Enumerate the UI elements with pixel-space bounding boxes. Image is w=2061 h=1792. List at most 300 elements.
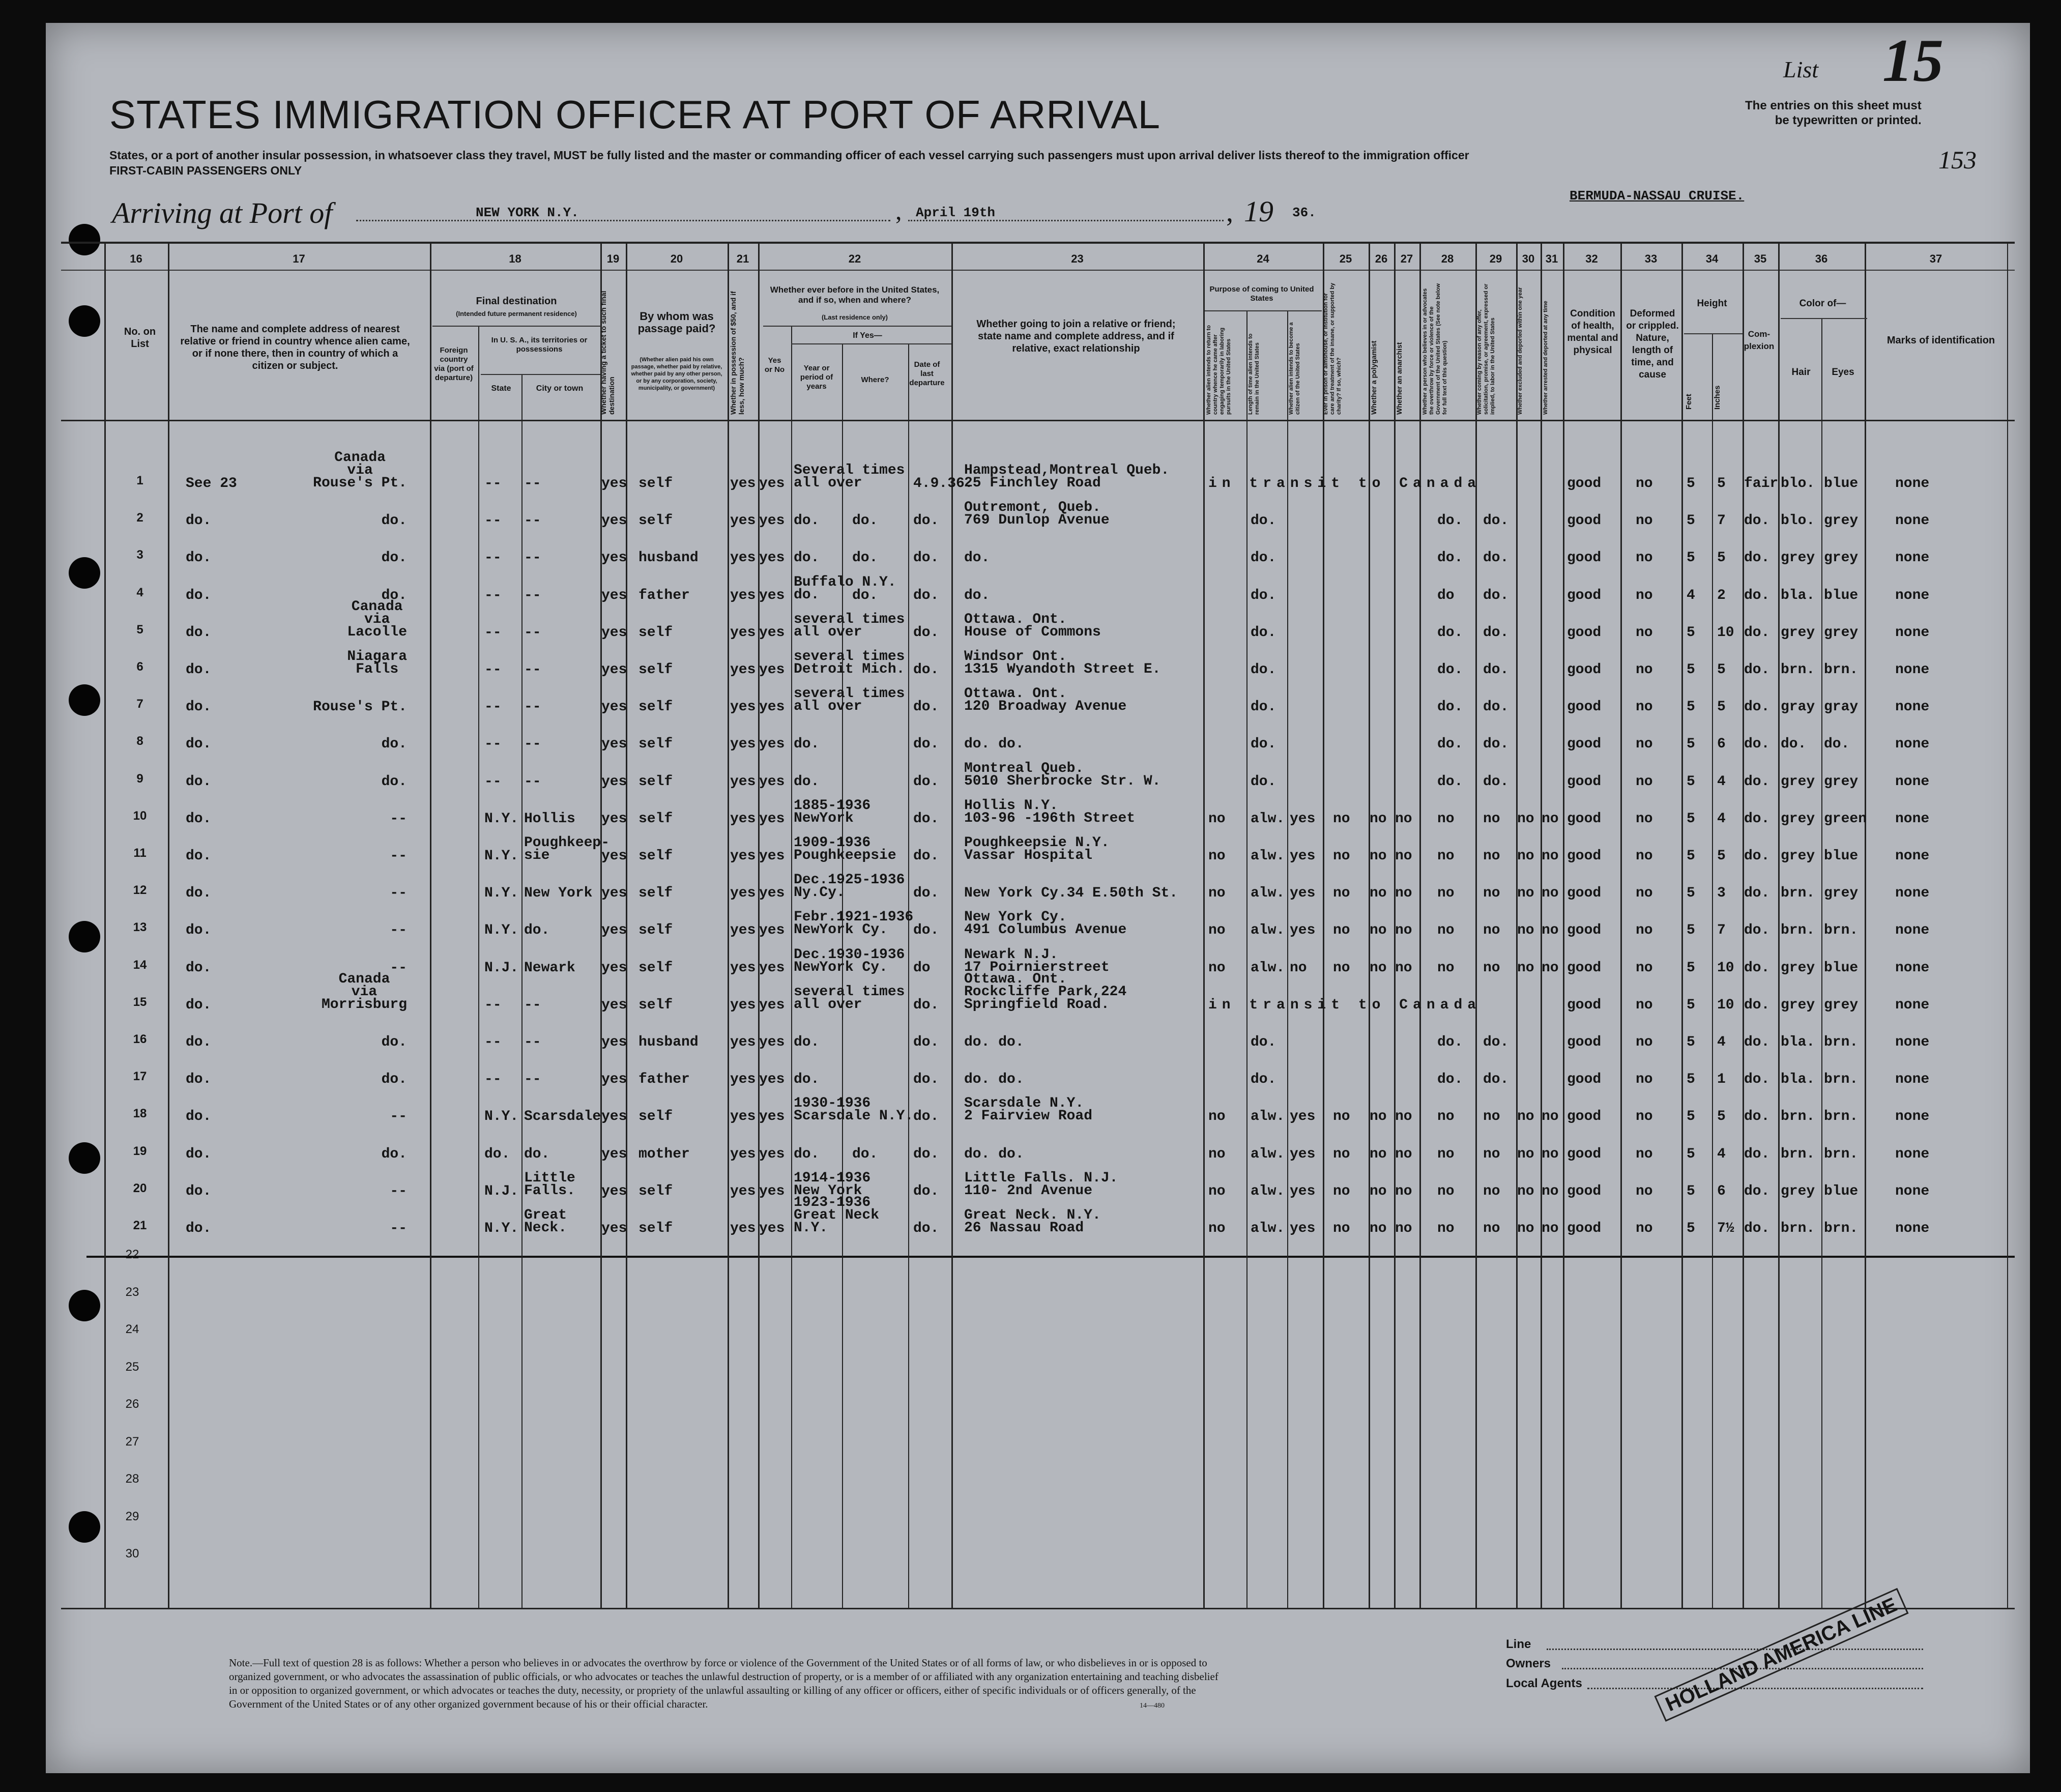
prison-cell: no bbox=[1333, 922, 1350, 939]
col-18-sub: (Intended future permanent residence) bbox=[456, 310, 577, 317]
state-cell: -- bbox=[484, 1034, 502, 1050]
deformed-cell: no bbox=[1636, 513, 1653, 529]
hair-cell: brn. bbox=[1781, 922, 1815, 939]
column-rule bbox=[1865, 242, 1866, 1608]
state-cell: -- bbox=[484, 624, 502, 641]
join-relative-cell: do. do. bbox=[964, 736, 1024, 753]
where-cell: do. bbox=[852, 513, 878, 529]
row-number: 16 bbox=[133, 1032, 147, 1046]
departure-cell: do. bbox=[913, 624, 939, 641]
health-cell: good bbox=[1567, 699, 1602, 715]
col-22-ifyes: If Yes— bbox=[853, 331, 882, 340]
q28-cell: do. bbox=[1437, 550, 1463, 566]
polygamist-cell: no bbox=[1370, 1183, 1387, 1199]
feet-cell: 5 bbox=[1687, 1221, 1695, 1236]
feet-cell: 5 bbox=[1687, 662, 1695, 678]
city-cell: -- bbox=[524, 997, 541, 1013]
empty-row-number: 29 bbox=[125, 1509, 139, 1523]
labor-offer-cell: no bbox=[1483, 1109, 1500, 1125]
state-cell: N.Y. bbox=[484, 848, 519, 864]
anarchist-cell: no bbox=[1395, 848, 1412, 864]
money-cell: yes bbox=[730, 811, 756, 827]
years-cell: do. bbox=[794, 550, 820, 566]
hair-cell: brn. bbox=[1781, 1146, 1815, 1162]
money-cell: yes bbox=[730, 736, 756, 753]
column-rule bbox=[1287, 310, 1288, 1608]
col-22-sub: (Last residence only) bbox=[821, 313, 888, 321]
inches-cell: 5 bbox=[1717, 662, 1726, 678]
eyes-cell: grey bbox=[1824, 513, 1859, 529]
empty-row-number: 25 bbox=[125, 1360, 139, 1374]
via-cell: do. bbox=[381, 736, 407, 753]
hair-cell: gray bbox=[1781, 699, 1815, 715]
city-cell: Newark bbox=[524, 960, 575, 976]
deformed-cell: no bbox=[1636, 922, 1653, 939]
money-cell: yes bbox=[730, 476, 756, 492]
city-cell: -- bbox=[524, 773, 541, 790]
q28-cell: no bbox=[1437, 848, 1455, 864]
column-number: 26 bbox=[1375, 252, 1388, 265]
deformed-cell: no bbox=[1636, 1034, 1653, 1050]
eyes-cell: grey bbox=[1824, 624, 1859, 641]
polygamist-cell: no bbox=[1370, 885, 1387, 902]
health-cell: good bbox=[1567, 587, 1602, 603]
list-label: List bbox=[1783, 56, 1819, 82]
state-cell: -- bbox=[484, 550, 502, 566]
state-cell: -- bbox=[484, 736, 502, 753]
inches-cell: 5 bbox=[1717, 699, 1726, 715]
departure-cell: do. bbox=[913, 885, 939, 902]
column-rule bbox=[1203, 242, 1205, 1608]
deformed-cell: no bbox=[1636, 848, 1653, 864]
via-cell: do. bbox=[381, 1034, 407, 1050]
departure-cell: 4.9.36. bbox=[913, 476, 973, 492]
column-rule bbox=[430, 242, 431, 1608]
ticket-cell: yes bbox=[601, 1072, 627, 1088]
departure-cell: do. bbox=[913, 736, 939, 753]
agents-label-text: Local Agents bbox=[1506, 1677, 1582, 1690]
prison-cell: no bbox=[1333, 1146, 1350, 1162]
where-cell: do. bbox=[852, 1146, 878, 1162]
hair-cell: brn. bbox=[1781, 662, 1815, 678]
deformed-cell: no bbox=[1636, 587, 1653, 603]
purpose-cell: in transit to Canada bbox=[1208, 476, 1482, 492]
via-cell: do. bbox=[381, 1146, 407, 1162]
via-cell: -- bbox=[390, 1183, 407, 1199]
row-number: 4 bbox=[136, 585, 143, 599]
q28-cell: no bbox=[1437, 960, 1455, 976]
row-number: 6 bbox=[136, 660, 143, 674]
years-cell: several times all over bbox=[794, 611, 905, 640]
departure-cell: do. bbox=[913, 773, 939, 790]
complexion-cell: do. bbox=[1744, 1034, 1770, 1050]
eyes-cell: grey bbox=[1824, 550, 1859, 566]
polygamist-cell: no bbox=[1370, 960, 1387, 976]
marks-cell: none bbox=[1895, 811, 1930, 827]
labor-offer-cell: no bbox=[1483, 1221, 1500, 1236]
complexion-cell: fair bbox=[1744, 476, 1779, 492]
relative-cell: do. bbox=[186, 624, 212, 641]
column-number: 32 bbox=[1585, 252, 1598, 265]
row-number: 2 bbox=[136, 511, 143, 525]
marks-cell: none bbox=[1895, 885, 1930, 902]
city-cell: -- bbox=[524, 1072, 541, 1088]
health-cell: good bbox=[1567, 736, 1602, 753]
binder-hole bbox=[69, 224, 100, 255]
relative-cell: do. bbox=[186, 699, 212, 715]
join-relative-cell: Great Neck. N.Y. 26 Nassau Road bbox=[964, 1207, 1101, 1236]
excluded-cell: no bbox=[1517, 1221, 1534, 1236]
hair-cell: blo. bbox=[1781, 476, 1815, 492]
col-22-where: Where? bbox=[861, 375, 889, 384]
col-16-header: No. on List bbox=[124, 326, 156, 350]
purpose-cell: no bbox=[1208, 1183, 1226, 1199]
money-cell: yes bbox=[730, 550, 756, 566]
paid-by-cell: self bbox=[638, 997, 673, 1013]
ever-before-cell: yes bbox=[759, 587, 785, 603]
column-rule bbox=[791, 326, 792, 1608]
relative-cell: do. bbox=[186, 885, 212, 902]
marks-cell: none bbox=[1895, 960, 1930, 976]
column-rule bbox=[842, 343, 843, 1608]
state-cell: -- bbox=[484, 1072, 502, 1088]
col-20-sub: (Whether alien paid his own passage, whether paid by relative, whether paid by any other person, or by any corporation, society, municipality, or government) bbox=[631, 357, 722, 391]
row-number: 3 bbox=[136, 548, 143, 562]
column-number-rule bbox=[61, 270, 2015, 271]
deported-cell: no bbox=[1542, 1183, 1559, 1199]
ever-before-cell: yes bbox=[759, 550, 785, 566]
marks-cell: none bbox=[1895, 699, 1930, 715]
entries-note-line-2: be typewritten or printed. bbox=[1775, 113, 1922, 127]
labor-offer-cell: no bbox=[1483, 960, 1500, 976]
col-24-subrule bbox=[1205, 310, 1322, 311]
ticket-cell: yes bbox=[601, 736, 627, 753]
health-cell: good bbox=[1567, 1221, 1602, 1236]
hair-cell: blo. bbox=[1781, 513, 1815, 529]
stay-length-cell: alw. bbox=[1251, 1146, 1285, 1162]
labor-offer-cell: no bbox=[1483, 1146, 1500, 1162]
join-relative-cell: Hollis N.Y. 103-96 -196th Street bbox=[964, 797, 1136, 826]
health-cell: good bbox=[1567, 1183, 1602, 1199]
money-cell: yes bbox=[730, 1221, 756, 1236]
empty-row-number: 22 bbox=[125, 1248, 139, 1261]
complexion-cell: do. bbox=[1744, 736, 1770, 753]
departure-cell: do. bbox=[913, 1183, 939, 1199]
purpose-cell: no bbox=[1208, 848, 1226, 864]
departure-cell: do. bbox=[913, 587, 939, 603]
column-rule bbox=[2007, 242, 2008, 1608]
citizen-intent-cell: yes bbox=[1290, 1146, 1316, 1162]
polygamist-cell: no bbox=[1370, 1109, 1387, 1125]
join-relative-cell: Newark N.J. 17 Poirnierstreet bbox=[964, 946, 1110, 975]
column-rule bbox=[951, 242, 953, 1608]
ticket-cell: yes bbox=[601, 624, 627, 641]
excluded-cell: no bbox=[1517, 1146, 1534, 1162]
row-number: 5 bbox=[136, 622, 143, 637]
relative-cell: do. bbox=[186, 960, 212, 976]
ever-before-cell: yes bbox=[759, 811, 785, 827]
city-cell: Great Neck. bbox=[524, 1207, 567, 1236]
labor-offer-cell: no bbox=[1483, 922, 1500, 939]
join-relative-cell: Outremont, Queb. 769 Dunlop Avenue bbox=[964, 500, 1110, 529]
feet-cell: 5 bbox=[1687, 1109, 1695, 1125]
hair-cell: brn. bbox=[1781, 1221, 1815, 1236]
marks-cell: none bbox=[1895, 476, 1930, 492]
join-relative-cell: Hampstead,Montreal Queb. 25 Finchley Road bbox=[964, 463, 1170, 491]
stay-length-cell: do. bbox=[1251, 1072, 1276, 1088]
labor-offer-cell: do. bbox=[1483, 1034, 1509, 1050]
column-number: 18 bbox=[509, 252, 521, 265]
departure-cell: do. bbox=[913, 699, 939, 715]
purpose-cell: no bbox=[1208, 922, 1226, 939]
row-number: 12 bbox=[133, 883, 147, 898]
inches-cell: 3 bbox=[1717, 885, 1726, 902]
excluded-cell: no bbox=[1517, 960, 1534, 976]
health-cell: good bbox=[1567, 960, 1602, 976]
row-number: 21 bbox=[133, 1219, 147, 1232]
hair-cell: grey bbox=[1781, 1183, 1815, 1199]
health-cell: good bbox=[1567, 662, 1602, 678]
join-relative-cell: do. do. bbox=[964, 1072, 1024, 1088]
row-number: 9 bbox=[136, 771, 143, 786]
health-cell: good bbox=[1567, 811, 1602, 827]
feet-cell: 4 bbox=[1687, 587, 1695, 603]
port-dotline bbox=[356, 220, 890, 221]
labor-offer-cell: do. bbox=[1483, 736, 1509, 753]
years-cell: do. bbox=[794, 1146, 820, 1162]
stay-length-cell: do. bbox=[1251, 624, 1276, 641]
health-cell: good bbox=[1567, 1034, 1602, 1050]
departure-cell: do. bbox=[913, 811, 939, 827]
eyes-cell: brn. bbox=[1824, 1034, 1859, 1050]
city-cell: -- bbox=[524, 736, 541, 753]
inches-cell: 4 bbox=[1717, 811, 1726, 827]
inches-cell: 7 bbox=[1717, 922, 1726, 939]
question-28-note: Note.—Full text of question 28 is as follows: Whether a person who believes in or advocates the overthrow by force or violence of the Government of the United States or of all forms of law, or who disbelieves in or is opposed to organized government, or who advocates the assassination of public officials, or who advocates or teaches the unlawful destruction of property, or is a member of or affiliated with any organization entertaining and teaching disbelief in or opposition to organized government, or which advocates or teaches the duty, necessity, or propriety of the unlawful assaulting or killing of any officer or officers, either of specific individuals or of officers generally, of the Government of the United States or of any other organized government because of his or their official character. bbox=[229, 1657, 1218, 1710]
state-cell: N.Y. bbox=[484, 1109, 519, 1125]
via-cell: do. bbox=[381, 1072, 407, 1088]
eyes-cell: blue bbox=[1824, 1183, 1859, 1199]
via-cell: -- bbox=[390, 960, 407, 976]
ticket-cell: yes bbox=[601, 997, 627, 1013]
ticket-cell: yes bbox=[601, 885, 627, 902]
labor-offer-cell: no bbox=[1483, 1183, 1500, 1199]
column-number: 35 bbox=[1754, 252, 1767, 265]
state-cell: do. bbox=[484, 1146, 510, 1162]
col-22-yn: Yes or No bbox=[764, 356, 785, 374]
column-rule bbox=[1323, 242, 1324, 1608]
prison-cell: no bbox=[1333, 1221, 1350, 1236]
marks-cell: none bbox=[1895, 587, 1930, 603]
inches-cell: 4 bbox=[1717, 1034, 1726, 1050]
polygamist-cell: no bbox=[1370, 1146, 1387, 1162]
money-cell: yes bbox=[730, 1109, 756, 1125]
eyes-cell: brn. bbox=[1824, 662, 1859, 678]
prison-cell: no bbox=[1333, 811, 1350, 827]
col-34-feet: Feet bbox=[1685, 394, 1693, 410]
col-21-header: Whether in possession of $50, and if less, how much? bbox=[729, 291, 745, 415]
row-number: 13 bbox=[133, 920, 147, 935]
purpose-cell: no bbox=[1208, 811, 1226, 827]
money-cell: yes bbox=[730, 1183, 756, 1199]
feet-cell: 5 bbox=[1687, 997, 1695, 1013]
inches-cell: 6 bbox=[1717, 736, 1726, 753]
stay-length-cell: do. bbox=[1251, 550, 1276, 566]
column-rule bbox=[1712, 333, 1713, 1608]
eyes-cell: blue bbox=[1824, 960, 1859, 976]
binder-hole bbox=[69, 557, 100, 589]
column-number: 30 bbox=[1522, 252, 1535, 265]
deformed-cell: no bbox=[1636, 773, 1653, 790]
stay-length-cell: do. bbox=[1251, 513, 1276, 529]
entries-note-line-1: The entries on this sheet must bbox=[1745, 99, 1922, 112]
deported-cell: no bbox=[1542, 811, 1559, 827]
complexion-cell: do. bbox=[1744, 773, 1770, 790]
excluded-cell: no bbox=[1517, 811, 1534, 827]
inches-cell: 7½ bbox=[1717, 1221, 1734, 1236]
join-relative-cell: Windsor Ont. 1315 Wyandoth Street E. bbox=[964, 649, 1161, 677]
years-cell: 1909-1936 Poughkeepsie bbox=[794, 835, 896, 863]
column-rule bbox=[728, 242, 729, 1608]
complexion-cell: do. bbox=[1744, 550, 1770, 566]
labor-offer-cell: do. bbox=[1483, 587, 1509, 603]
agents-label bbox=[1506, 1677, 1582, 1691]
departure-cell: do. bbox=[913, 662, 939, 678]
relative-cell: do. bbox=[186, 811, 212, 827]
purpose-cell: no bbox=[1208, 885, 1226, 902]
paid-by-cell: self bbox=[638, 699, 673, 715]
col-18-city: City or town bbox=[536, 384, 584, 393]
col-24-header: Purpose of coming to United States bbox=[1209, 285, 1314, 303]
agents-dotline bbox=[1587, 1688, 1923, 1689]
ever-before-cell: yes bbox=[759, 662, 785, 678]
years-cell: do. bbox=[794, 773, 820, 790]
relative-cell: do. bbox=[186, 513, 212, 529]
marks-cell: none bbox=[1895, 1146, 1930, 1162]
column-rule bbox=[1419, 242, 1421, 1608]
comma: , bbox=[1226, 196, 1233, 228]
deformed-cell: no bbox=[1636, 997, 1653, 1013]
anarchist-cell: no bbox=[1395, 922, 1412, 939]
money-cell: yes bbox=[730, 1072, 756, 1088]
health-cell: good bbox=[1567, 513, 1602, 529]
complexion-cell: do. bbox=[1744, 997, 1770, 1013]
line-label bbox=[1506, 1637, 1531, 1652]
row-number: 11 bbox=[133, 846, 147, 860]
table-top-rule bbox=[61, 242, 2015, 244]
paid-by-cell: husband bbox=[638, 1034, 699, 1050]
column-rule bbox=[1620, 242, 1622, 1608]
via-cell: Canada via Morrisburg bbox=[321, 971, 407, 1013]
column-number: 27 bbox=[1400, 252, 1413, 265]
empty-row-number: 27 bbox=[125, 1434, 139, 1449]
join-relative-cell: Scarsdale N.Y. 2 Fairview Road bbox=[964, 1095, 1093, 1124]
stay-length-cell: do. bbox=[1251, 736, 1276, 753]
city-cell: -- bbox=[524, 699, 541, 715]
feet-cell: 5 bbox=[1687, 736, 1695, 753]
hair-cell: bla. bbox=[1781, 1072, 1815, 1088]
complexion-cell: do. bbox=[1744, 662, 1770, 678]
column-number: 28 bbox=[1441, 252, 1454, 265]
where-cell: do. bbox=[852, 587, 878, 603]
row-number: 8 bbox=[136, 734, 143, 748]
line-dotline bbox=[1547, 1649, 1923, 1650]
health-cell: good bbox=[1567, 773, 1602, 790]
col-36-hair: Hair bbox=[1791, 367, 1811, 378]
col-22-ifyes-subrule bbox=[791, 343, 951, 344]
labor-offer-cell: no bbox=[1483, 885, 1500, 902]
col-18-usa: In U. S. A., its territories or possessions bbox=[491, 336, 588, 354]
feet-cell: 5 bbox=[1687, 960, 1695, 976]
money-cell: yes bbox=[730, 960, 756, 976]
feet-cell: 5 bbox=[1687, 699, 1695, 715]
health-cell: good bbox=[1567, 885, 1602, 902]
via-cell: -- bbox=[390, 848, 407, 864]
paid-by-cell: mother bbox=[638, 1146, 690, 1162]
paid-by-cell: self bbox=[638, 1221, 673, 1236]
ever-before-cell: yes bbox=[759, 513, 785, 529]
col-34-header: Height bbox=[1697, 298, 1727, 309]
years-cell: 1914-1936 New York bbox=[794, 1170, 871, 1199]
deformed-cell: no bbox=[1636, 960, 1653, 976]
column-rule bbox=[104, 242, 106, 1608]
money-cell: yes bbox=[730, 587, 756, 603]
excluded-cell: no bbox=[1517, 848, 1534, 864]
inches-cell: 10 bbox=[1717, 624, 1734, 641]
company-stamp: HOLLAND AMERICA LINE bbox=[1654, 1588, 1908, 1722]
deformed-cell: no bbox=[1636, 811, 1653, 827]
prison-cell: no bbox=[1333, 1183, 1350, 1199]
q28-cell: no bbox=[1437, 922, 1455, 939]
polygamist-cell: no bbox=[1370, 1221, 1387, 1236]
column-rule bbox=[1778, 242, 1780, 1608]
row-number: 19 bbox=[133, 1144, 147, 1158]
departure-cell: do. bbox=[913, 1221, 939, 1236]
anarchist-cell: no bbox=[1395, 1221, 1412, 1236]
citizen-intent-cell: yes bbox=[1290, 848, 1316, 864]
deformed-cell: no bbox=[1636, 885, 1653, 902]
col-23-header: Whether going to join a relative or friend; state name and complete address, and if relative, exact relationship bbox=[976, 319, 1176, 354]
ever-before-cell: yes bbox=[759, 960, 785, 976]
purpose-cell: in transit to Canada bbox=[1208, 997, 1482, 1013]
departure-cell: do. bbox=[913, 550, 939, 566]
column-number: 17 bbox=[293, 252, 305, 265]
q28-cell: no bbox=[1437, 1221, 1455, 1236]
form-number: 14—480 bbox=[1140, 1702, 1165, 1710]
column-rule bbox=[168, 242, 169, 1608]
city-cell: -- bbox=[524, 476, 541, 492]
inches-cell: 4 bbox=[1717, 773, 1726, 790]
feet-cell: 5 bbox=[1687, 513, 1695, 529]
city-cell: -- bbox=[524, 513, 541, 529]
departure-cell: do. bbox=[913, 848, 939, 864]
col-18-foreign: Foreign country via (port of departure) bbox=[434, 346, 474, 382]
column-number: 22 bbox=[848, 252, 861, 265]
col-22-years: Year or period of years bbox=[800, 364, 833, 391]
ever-before-cell: yes bbox=[759, 699, 785, 715]
row-number: 10 bbox=[133, 808, 147, 823]
marks-cell: none bbox=[1895, 1221, 1930, 1236]
via-cell: do. bbox=[381, 773, 407, 790]
binder-hole bbox=[69, 1142, 100, 1174]
relative-cell: do. bbox=[186, 1072, 212, 1088]
join-relative-cell: do. do. bbox=[964, 1034, 1024, 1050]
citizen-intent-cell: yes bbox=[1290, 1183, 1316, 1199]
q28-cell: do. bbox=[1437, 513, 1463, 529]
q28-cell: no bbox=[1437, 1183, 1455, 1199]
years-cell: several times all over bbox=[794, 984, 905, 1013]
money-cell: yes bbox=[730, 848, 756, 864]
